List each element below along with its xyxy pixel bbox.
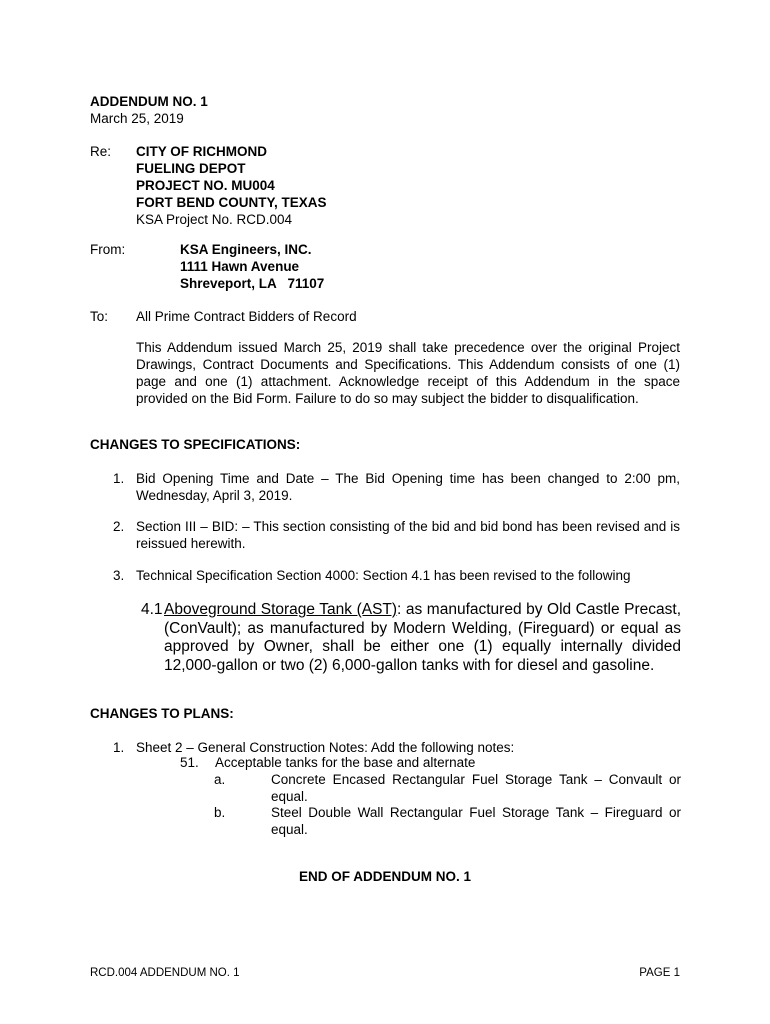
spec-item-3-number: 3. (113, 568, 125, 583)
spec-item-1-number: 1. (113, 471, 125, 486)
from-line-city: Shreveport, LA 71107 (180, 276, 325, 291)
spec-item-2-number: 2. (113, 519, 125, 534)
note-51-number: 51. (180, 755, 199, 770)
spec-item-1-text: Bid Opening Time and Date – The Bid Opening time has been changed to 2:00 pm, Wednesday, April 3, 2019. (136, 471, 680, 503)
from-line-company: KSA Engineers, INC. (180, 242, 312, 257)
spec-item-3-text: Technical Specification Section 4000: Section 4.1 has been revised to the following (136, 568, 631, 583)
subitem-b-letter: b. (214, 805, 226, 820)
re-line-depot: FUELING DEPOT (136, 161, 246, 176)
addendum-title: ADDENDUM NO. 1 (90, 94, 208, 109)
re-label: Re: (90, 144, 112, 159)
footer-left: RCD.004 ADDENDUM NO. 1 (90, 967, 240, 979)
from-line-street: 1111 Hawn Avenue (180, 259, 300, 274)
re-line-city: CITY OF RICHMOND (136, 144, 267, 159)
subitem-a-letter: a. (214, 772, 226, 787)
addendum-date: March 25, 2019 (90, 111, 184, 126)
re-line-county: FORT BEND COUNTY, TEXAS (136, 195, 327, 210)
to-value: All Prime Contract Bidders of Record (136, 309, 357, 324)
section-4-1-text: : as manufactured by Old Castle Precast, (ConVault); as manufactured by Modern Welding, (Fireguard) or equal as approved by Owner, shall be either one (1) equally internally divided 12,000-gallon or two (2) 6,000-gallon tanks with for diesel and gasoline. (164, 601, 681, 674)
subitem-a-text: Concrete Encased Rectangular Fuel Storage Tank – Convault or equal. (271, 772, 681, 804)
re-ksa-project: KSA Project No. RCD.004 (136, 212, 293, 227)
from-label: From: (90, 242, 126, 257)
footer-page-number: PAGE 1 (639, 967, 680, 979)
plan-item-1-number: 1. (113, 740, 125, 755)
intro-paragraph: This Addendum issued March 25, 2019 shall take precedence over the original Project Drawings, Contract Documents and Specifications. This Addendum consists of one (1) page and one (1) attachment. Acknowledge receipt of this Addendum in the space provided on the Bid Form. Failure to do so may subject the bidder to disqualification. (136, 340, 680, 406)
section-4-1-title: Aboveground Storage Tank (AST) (164, 601, 398, 618)
re-line-project: PROJECT NO. MU004 (136, 178, 275, 193)
section-4-1-paragraph (164, 601, 681, 675)
subitem-b-text: Steel Double Wall Rectangular Fuel Storage Tank – Fireguard or equal. (271, 805, 681, 837)
note-51-text: Acceptable tanks for the base and alternate (215, 755, 476, 770)
plan-item-1-text: Sheet 2 – General Construction Notes: Add the following notes: (136, 740, 515, 755)
end-of-addendum: END OF ADDENDUM NO. 1 (298, 869, 471, 884)
spec-item-2-text: Section III – BID: – This section consisting of the bid and bid bond has been revised and is reissued herewith. (136, 519, 680, 551)
specs-heading: CHANGES TO SPECIFICATIONS: (90, 437, 301, 452)
to-label: To: (90, 309, 109, 324)
plans-heading: CHANGES TO PLANS: (90, 706, 234, 721)
section-4-1-number: 4.1 (141, 601, 163, 618)
